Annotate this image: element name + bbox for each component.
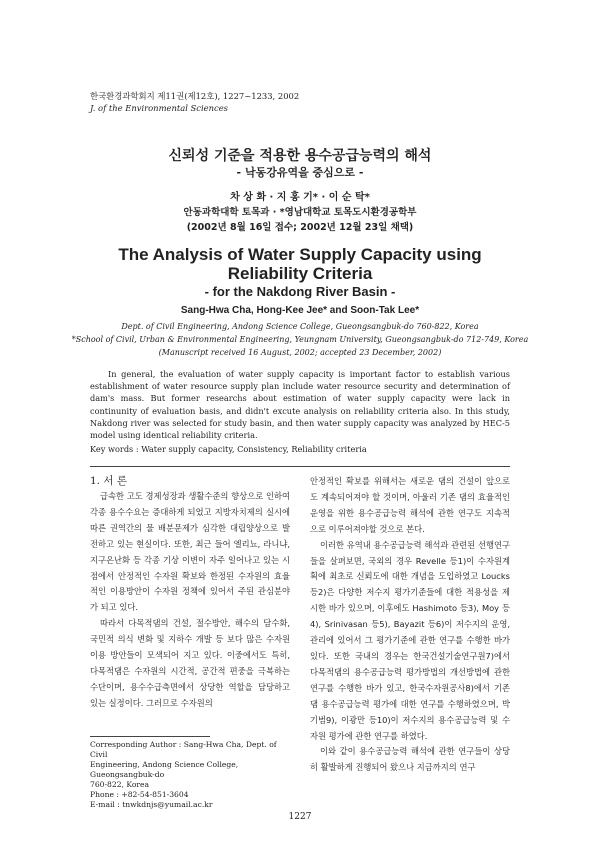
affiliation-english <box>0 320 600 359</box>
corresponding-phone: Phone : +82-54-851-3604 <box>90 790 189 799</box>
paragraph: 이와 같이 용수공급능력 해석에 관한 연구들이 상당히 활발하게 진행되어 왔으나 지금까지의 연구 <box>310 746 510 773</box>
paragraph: 급속한 고도 경제성장과 생활수준의 향상으로 인하여 각종 용수수요는 증대하게 되었고 지방자치제의 실시에 따른 권역간의 물 배분문제가 심각한 대립양상으로 발전하고 있는 현실이다. 또한, 최근 들어 엘리뇨, 라니냐, 지구온난화 등 각종 기상 이변이 자주 일어나고 있는 시점에서 안정적인 수자원 확보와 한정된 수자원의 효율적인 이용방안이 수자원 정책에 있어서 주된 관심분야가 되고 있다. <box>90 491 290 613</box>
subtitle-english: - for the Nakdong River Basin - <box>204 284 396 299</box>
title-english <box>0 245 600 283</box>
journal-name-en: J. of the Environmental Sciences <box>90 103 228 113</box>
abstract: In general, the evaluation of water supply capacity is important factor to establish various establishment of water resource supply plan include water resource security and determination of dam's mass. But former researchs about estimation of water supply capacity were lack in continunity of evaluation basis, and didn't excute analysis on reliability criteria also. In this study, Nakdong river was selected for study basin, and then water supply capacity was analyzed by HEC-5 model using identical reliability criteria. <box>90 369 510 441</box>
title-korean: 신뢰성 기준을 적용한 용수공급능력의 해석 <box>168 148 432 164</box>
received-date-korean: (2002년 8월 16일 접수; 2002년 12월 23일 채택) <box>186 222 414 233</box>
corresponding-email: E-mail : tnwkdnjs@yumail.ac.kr <box>90 800 213 809</box>
keywords: Key words : Water supply capacity, Consistency, Reliability criteria <box>90 444 367 454</box>
corresponding-author-note <box>90 740 290 810</box>
paragraph: 따라서 다목적댐의 건설, 절수방안, 해수의 담수화, 국민적 의식 변화 및 지하수 개발 등 보다 많은 수자원 이용 방안들이 모색되어 지고 있다. 이중에서도 특히, 다목적댐은 수자원의 시간적, 공간적 편중을 극복하는 수단이며, 용수수급측면에서 상당한 역할을 담당하고 있는 실정이다. 그러므로 수자원의 <box>90 618 290 708</box>
authors-korean: 차 상 화 · 지 홍 기* · 이 순 탁* <box>230 192 370 203</box>
body-column-left <box>90 474 290 712</box>
affiliation-english-2: *School of Civil, Urban & Environmental Engineering, Yeungnam University, Gueongsangbuk-do 712-749, Korea <box>71 335 529 344</box>
journal-header <box>90 90 299 114</box>
footnote-divider <box>90 736 210 737</box>
page-number: 1227 <box>288 812 312 822</box>
journal-citation-ko: 한국환경과학회지 제11권(제12호), 1227~1233, 2002 <box>90 91 300 101</box>
affiliation-english-1: Dept. of Civil Engineering, Andong Science College, Gueongsangbuk-do 760-822, Korea <box>121 322 479 331</box>
section-heading: 1. 서 론 <box>90 475 127 487</box>
title-english-line2: Reliability Criteria <box>227 264 373 283</box>
authors-english: Sang-Hwa Cha, Hong-Kee Jee* and Soon-Tak Lee* <box>180 305 420 316</box>
corresponding-line: Corresponding Author : Sang-Hwa Cha, Dept. of Civil <box>90 740 277 759</box>
paragraph: 이러한 유역내 용수공급능력 해석과 관련된 선행연구들을 살펴보면, 국외의 경우 Revelle 등1)이 수자원계획에 최초로 신뢰도에 대한 개념을 도입하였고 Loucks 등2)은 다양한 저수지 평가기준들에 대한 적용성을 제시한 바가 있으며, 이후에도 Hashimoto 등3), Moy 등4), Srinivasan 등5), Bayazit 등6)이 저수지의 운영, 관리에 있어서 그 평가기준에 관한 연구를 수행한 바가 있다. 또한 국내의 경우는 한국건설기술연구원7)에서 다목적댐의 용수공급능력 평가방법의 개선방법에 관한 연구를 수행한 바가 있고, 한국수자원공사8)에서 기존댐 용수공급능력 평가에 대한 연구를 수행하였으며, 박기범9), 이광만 등10)이 저수지의 용수공급능력 및 수자원 평가에 관한 연구를 하였다. <box>310 539 510 741</box>
corresponding-line: Engineering, Andong Science College, Gueongsangbuk-do <box>90 760 239 779</box>
title-english-line1: The Analysis of Water Supply Capacity using <box>118 245 482 264</box>
received-date-english: (Manuscript received 16 August, 2002; accepted 23 December, 2002) <box>158 348 442 357</box>
divider <box>90 466 510 467</box>
body-column-right <box>310 474 510 776</box>
affiliation-korean: 안동과학대학 토목과 · *영남대학교 토목도시환경공학부 <box>183 207 417 218</box>
subtitle-korean: - 낙동강유역을 중심으로 - <box>236 166 364 179</box>
corresponding-line: 760-822, Korea <box>90 780 150 789</box>
paragraph: 안정적인 확보를 위해서는 새로운 댐의 건설이 앞으로도 계속되어져야 할 것이며, 아울러 기존 댐의 효율적인 운영을 위한 용수공급능력 해석에 관한 연구도 지속적으로 이루어져야할 것으로 본다. <box>310 476 510 534</box>
